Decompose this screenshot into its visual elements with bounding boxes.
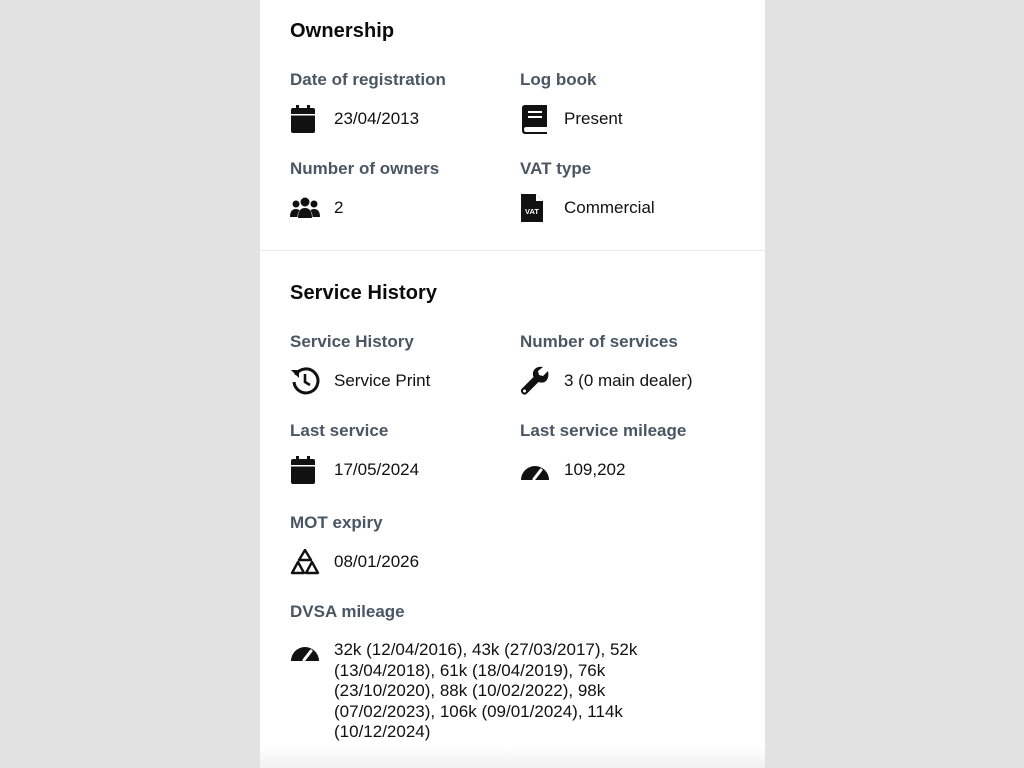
dvsa-mileage-field (290, 602, 710, 743)
users-icon (290, 193, 320, 223)
log-book-label: Log book (520, 70, 597, 89)
last-service-mileage-label: Last service mileage (520, 421, 687, 440)
svg-text:VAT: VAT (525, 207, 539, 216)
number-of-owners-label: Number of owners (290, 159, 440, 178)
mot-expiry-value: 08/01/2026 (334, 552, 420, 571)
book-icon (520, 104, 550, 134)
last-service-mileage-value: 109,202 (564, 460, 626, 479)
number-of-owners-field (290, 159, 510, 223)
ownership-title: Ownership (290, 20, 395, 42)
ownership-section (260, 0, 765, 250)
number-of-services-label: Number of services (520, 332, 678, 351)
wrench-icon (520, 366, 550, 396)
last-service-value: 17/05/2024 (334, 460, 420, 479)
bottom-fade (260, 746, 765, 768)
date-of-registration-field (290, 70, 510, 134)
dvsa-mileage-label: DVSA mileage (290, 602, 405, 621)
dvsa-mileage-value: 32k (12/04/2016), 43k (27/03/2017), 52k (13/04/2018), 61k (18/04/2019), 76k (23/10/2020), 88k (10/02/2022), 98k (07/02/2023), 106k (09/01/2024), 114k (10/12/2024) (334, 640, 638, 741)
service-history-value: Service Print (334, 371, 431, 390)
number-of-services-value: 3 (0 main dealer) (564, 371, 693, 390)
vat-document-icon (520, 193, 550, 223)
speedometer-icon (290, 636, 320, 666)
last-service-field (290, 421, 510, 485)
last-service-label: Last service (290, 421, 389, 440)
mot-expiry-label: MOT expiry (290, 513, 383, 532)
number-of-owners-value: 2 (334, 198, 344, 217)
log-book-field (520, 70, 740, 134)
vehicle-details-card (260, 0, 765, 768)
vat-type-value: Commercial (564, 198, 655, 217)
calendar-icon (290, 455, 320, 485)
mot-expiry-field (290, 513, 510, 577)
service-history-section (260, 251, 765, 768)
date-of-registration-label: Date of registration (290, 70, 446, 89)
date-of-registration-value: 23/04/2013 (334, 109, 420, 128)
calendar-icon (290, 104, 320, 134)
history-icon (290, 366, 320, 396)
log-book-value: Present (564, 109, 623, 128)
vat-type-field (520, 159, 740, 223)
mot-triangles-icon (290, 547, 320, 577)
service-history-label: Service History (290, 332, 414, 351)
service-history-title: Service History (290, 282, 438, 304)
number-of-services-field (520, 332, 740, 396)
speedometer-icon (520, 455, 550, 485)
last-service-mileage-field (520, 421, 740, 485)
vat-type-label: VAT type (520, 159, 592, 178)
service-history-field (290, 332, 510, 396)
